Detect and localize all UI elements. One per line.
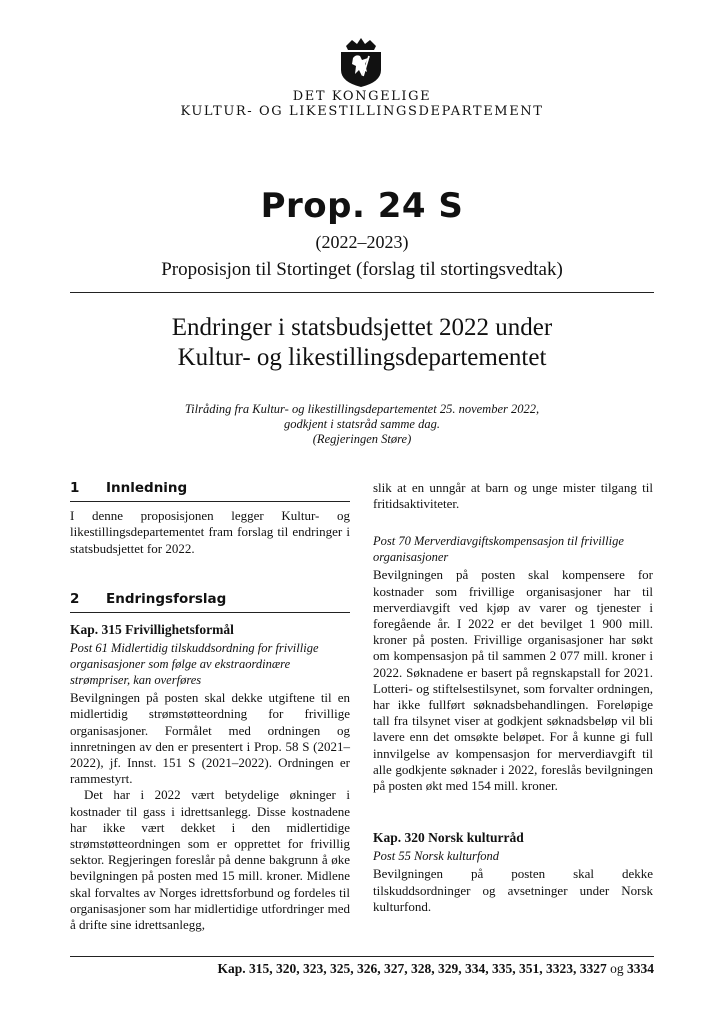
recommendation-line-3: (Regjeringen Støre) [312, 432, 412, 446]
footer-chapters: Kap. 315, 320, 323, 325, 326, 327, 328, 329, 334, 335, 351, 3323, 3327 [217, 961, 607, 976]
footer-divider [70, 956, 654, 957]
post-55-paragraph: Bevilgningen på posten skal dekke tilskuddsordninger og avsetninger under Norsk kulturfond. [373, 866, 653, 914]
section-2-heading [70, 591, 350, 613]
footer-chapter-list [108, 961, 654, 977]
norwegian-coat-of-arms-icon [338, 36, 384, 88]
page-title [0, 313, 724, 373]
session-years: (2022–2023) [315, 232, 409, 252]
section-1-number: 1 [70, 480, 80, 496]
post-61-paragraph-1: Bevilgningen på posten skal dekke utgiftene til en midlertidig strømstøtteordning for frivillige organisasjoner. Formålet med ordningen og innretningen av den er presentert i Prop. 58 S (2021–2022), jf. Innst. 151 S (2021–2022). Ordningen er rammestyrt. [70, 690, 350, 787]
document-type: Proposisjon til Stortinget (forslag til stortingsvedtak) [161, 259, 563, 280]
proposition-number: Prop. 24 S [260, 186, 464, 226]
chapter-320-heading: Kap. 320 Norsk kulturråd [373, 830, 524, 846]
recommendation-line-2: godkjent i statsråd samme dag. [284, 417, 440, 431]
post-61-heading: Post 61 Midlertidig tilskuddsordning for frivillige organisasjoner som følge av ekstraordinære strømpriser, kan overføres [70, 641, 319, 688]
post-55-heading: Post 55 Norsk kulturfond [373, 849, 500, 864]
post-70-heading: Post 70 Merverdiavgiftskompensasjon til frivillige organisasjoner [373, 534, 624, 565]
recommendation-line-1: Tilråding fra Kultur- og likestillingsdepartementet 25. november 2022, [184, 402, 540, 416]
left-column [70, 480, 350, 933]
footer-conjunction: og [610, 961, 624, 976]
footer-last-chapter: 3334 [627, 961, 654, 976]
page-title-line-1: Endringer i statsbudsjettet 2022 under [171, 314, 553, 341]
right-column [373, 480, 653, 915]
post-70-paragraph: Bevilgningen på posten skal kompensere for kostnader som frivillige organisasjoner har til merverdiavgift ved kjøp av varer og tjenester i foregående år. I 2022 er det bevilget 1 900 mill. kroner på posten. Frivillige organisasjoner har søkt om kompensasjon på til sammen 2 077 mill. kroner i 2022. Søknadene er basert på regnskapstall for 2021. Lotteri- og stiftelsestilsynet, som forvalter ordningen, har ikke fullført søknadsbehandlingen. Foreløpige tall fra tilsynet viser at godkjent søknadsbeløp vil bli lavere enn det omsøkte beløpet. For å kunne gi full innvilgelse av kompensasjon for merverdiavgift til alle godkjente søknader i 2022, foreslås bevilgningen på posten økt med 154 mill. kroner. [373, 567, 653, 794]
chapter-315-heading: Kap. 315 Frivillighetsformål [70, 622, 234, 638]
section-2-title: Endringsforslag [106, 590, 227, 607]
section-2-number: 2 [70, 590, 80, 607]
recommendation-note [0, 402, 724, 447]
department-line-2: KULTUR- OG LIKESTILLINGSDEPARTEMENT [180, 104, 544, 119]
department-line-1: DET KONGELIGE [292, 89, 432, 104]
post-61-paragraph-2: Det har i 2022 vært betydelige økninger i kostnader til gass i idrettsanlegg. Disse kostnadene har ikke vært dekket i den midlertidige strømstøtteordningen som er opprettet for frivillig sektor. Regjeringen foreslår på denne bakgrunn å øke bevilgningen på posten med 15 mill. kroner. Midlene skal forvaltes av Norges idrettsforbund og fordeles til organisasjoner som har midlertidige utfordringer med å drifte sine idrettsanlegg, [70, 787, 350, 933]
section-1-text: I denne proposisjonen legger Kultur- og likestillingsdepartementet fram forslag til endringer i statsbudsjettet for 2022. [70, 508, 350, 556]
section-1-heading [70, 480, 350, 502]
top-divider [70, 292, 654, 293]
page-title-line-2: Kultur- og likestillingsdepartementet [177, 344, 547, 371]
section-1-title: Innledning [106, 480, 188, 496]
post-61-paragraph-continuation: slik at en unngår at barn og unge mister tilgang til fritidsaktiviteter. [373, 480, 653, 512]
